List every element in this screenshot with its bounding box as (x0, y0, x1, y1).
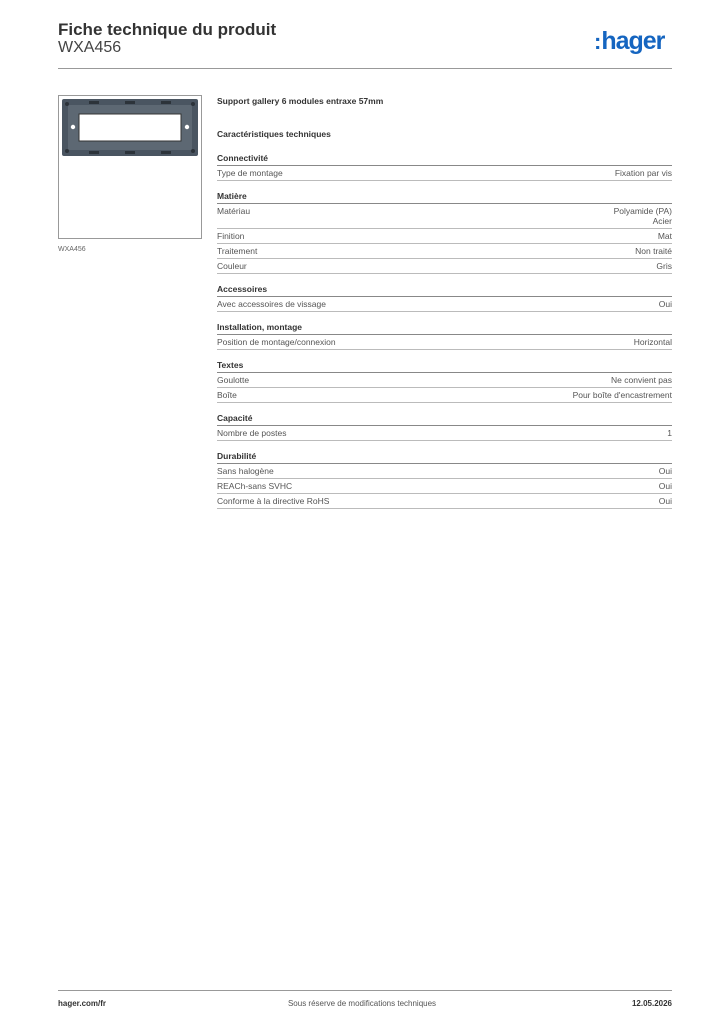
spec-row (217, 373, 672, 388)
spec-label: REACh-sans SVHC (217, 481, 293, 491)
spec-row (217, 204, 672, 229)
spec-label: Traitement (217, 246, 258, 256)
spec-row (217, 388, 672, 403)
spec-group-title: Capacité (217, 413, 672, 426)
spec-group-title: Textes (217, 360, 672, 373)
footer-divider (58, 990, 672, 991)
spec-label: Position de montage/connexion (217, 337, 336, 347)
footer-website: hager.com/fr (58, 999, 107, 1008)
footer-date: 12.05.2026 (631, 999, 672, 1008)
spec-row (217, 426, 672, 441)
spec-label: Nombre de postes (217, 428, 287, 438)
spec-group-title: Matière (217, 191, 672, 204)
spec-label: Sans halogène (217, 466, 274, 476)
product-reference: WXA456 (58, 39, 122, 56)
spec-group-title: Installation, montage (217, 322, 672, 335)
spec-row (217, 464, 672, 479)
spec-row (217, 229, 672, 244)
spec-value: Ne convient pas (611, 375, 672, 385)
spec-value: Polyamide (PA) Acier (613, 206, 672, 226)
spec-group-title: Connectivité (217, 153, 672, 166)
spec-value: 1 (667, 428, 672, 438)
logo-text: hager (601, 27, 665, 55)
spec-value: Oui (658, 299, 672, 309)
product-image (59, 96, 201, 238)
spec-value: Pour boîte d'encastrement (572, 390, 672, 400)
spec-label: Type de montage (217, 168, 283, 178)
header-divider (58, 68, 672, 69)
spec-row (217, 479, 672, 494)
spec-label: Couleur (217, 261, 247, 271)
spec-label: Boîte (217, 390, 237, 400)
spec-value: Oui (658, 466, 672, 476)
spec-value: Gris (656, 261, 672, 271)
spec-value: Oui (658, 481, 672, 491)
product-image-caption: WXA456 (58, 246, 86, 253)
spec-row (217, 244, 672, 259)
spec-row (217, 494, 672, 509)
spec-value: Oui (658, 496, 672, 506)
spec-label: Avec accessoires de vissage (217, 299, 326, 309)
spec-groups (217, 153, 672, 509)
spec-group-title: Durabilité (217, 451, 672, 464)
logo-dots-icon: : (594, 29, 601, 54)
spec-value: Mat (657, 231, 672, 241)
spec-row (217, 166, 672, 181)
footer-disclaimer: Sous réserve de modifications techniques (287, 999, 437, 1008)
spec-label: Goulotte (217, 375, 250, 385)
hager-logo (594, 27, 664, 56)
spec-row (217, 335, 672, 350)
spec-label: Finition (217, 231, 245, 241)
spec-value: Fixation par vis (614, 168, 672, 178)
spec-value: Non traité (635, 246, 672, 256)
spec-section (217, 96, 672, 509)
spec-label: Conforme à la directive RoHS (217, 496, 330, 506)
spec-row (217, 297, 672, 312)
spec-row (217, 259, 672, 274)
product-name: Support gallery 6 modules entraxe 57mm (217, 96, 384, 106)
spec-label: Matériau (217, 206, 251, 216)
page-title: Fiche technique du produit (58, 20, 277, 39)
product-image-frame (58, 95, 202, 239)
spec-value: Horizontal (633, 337, 672, 347)
spec-heading: Caractéristiques techniques (217, 129, 331, 139)
spec-group-title: Accessoires (217, 284, 672, 297)
